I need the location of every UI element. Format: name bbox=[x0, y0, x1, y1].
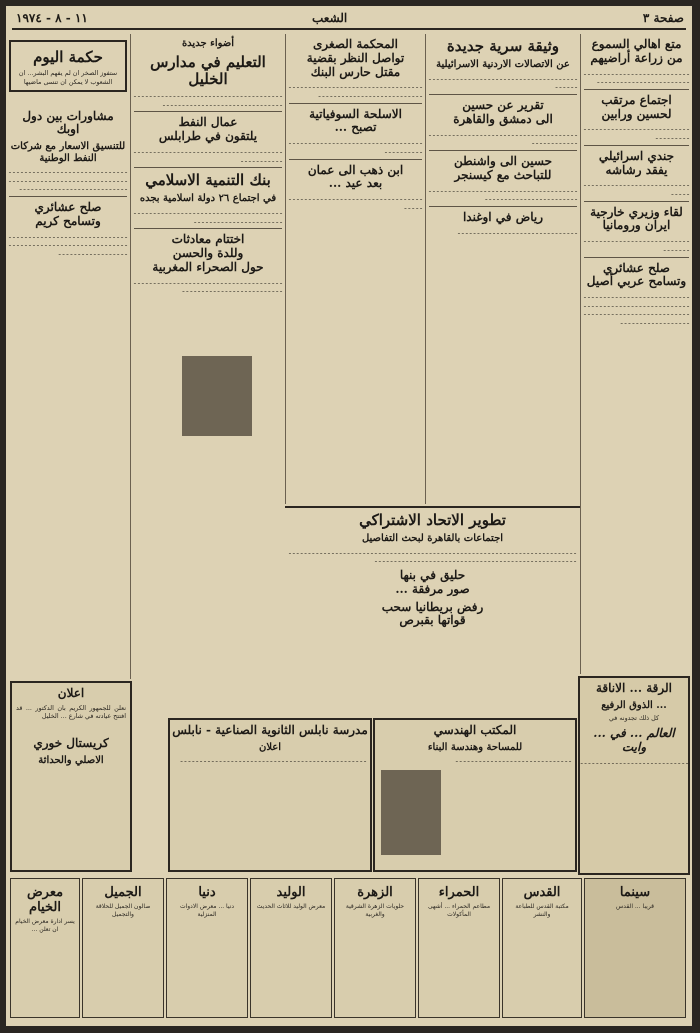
article-4-body: ـ ـ ـ ـ ـ ـ ـ ـ ـ ـ ـ ـ ـ ـ ـ ـ ـ ـ ـ ـ ـ ـ ـ ـ ـ ـ ـ ـ ـ ـ ـ ـ ـ ـ bbox=[584, 236, 689, 253]
headline-col5-1: مشاورات بين دول اوبك bbox=[22, 108, 114, 137]
headline-col5-1-sub: للتنسيق الاسعار مع شركات النفط الوطنية bbox=[10, 141, 126, 164]
bottom-ad-4-title: الوليد bbox=[276, 885, 306, 900]
newspaper-name: الشعب bbox=[312, 11, 348, 25]
article-col4-4-body: ـ ـ ـ ـ ـ ـ ـ ـ ـ ـ ـ ـ ـ ـ ـ ـ ـ ـ ـ ـ ـ ـ ـ ـ ـ ـ ـ ـ ـ ـ ـ ـ ـ ـ ـ ـ ـ ـ ـ ـ ـ ـ ـ ـ ـ ـ ـ ـ ـ ـ ـ ـ ـ ـ ـ ـ ـ ـ ـ ـ ـ ـ ـ ـ bbox=[134, 277, 282, 295]
headline-col4-3: بنك التنمية الاسلامي bbox=[145, 171, 271, 190]
headline-col4-3-sub: في اجتماع ٢٦ دولة اسلامية بجده bbox=[139, 193, 277, 205]
bottom-ad-2-title: الجميل bbox=[104, 885, 142, 900]
portrait-photo bbox=[182, 356, 252, 436]
fashion-ad-body: ـ ـ ـ ـ ـ ـ ـ ـ ـ ـ ـ ـ ـ ـ ـ ـ ـ ـ ـ ـ ـ ـ ـ ـ ـ ـ ـ ـ bbox=[580, 757, 688, 766]
engineer-ad-sub: للمساحة وهندسة البناء bbox=[427, 741, 523, 753]
headline-1: متع اهالي السموع من زراعة أراضيهم bbox=[590, 37, 683, 65]
notice-ad-title: اعلان bbox=[57, 686, 85, 700]
bottom-ad-5 bbox=[334, 878, 416, 1018]
article-3-body: ـ ـ ـ ـ ـ ـ ـ ـ ـ ـ ـ ـ ـ ـ ـ ـ ـ ـ ـ ـ ـ ـ ـ ـ ـ ـ ـ ـ ـ ـ ـ ـ bbox=[584, 180, 689, 197]
article-col5-1-body: ـ ـ ـ ـ ـ ـ ـ ـ ـ ـ ـ ـ ـ ـ ـ ـ ـ ـ ـ ـ ـ ـ ـ ـ ـ ـ ـ ـ ـ ـ ـ ـ ـ ـ ـ ـ ـ ـ ـ ـ ـ ـ ـ ـ ـ ـ ـ ـ ـ ـ ـ ـ ـ ـ ـ ـ ـ ـ ـ ـ ـ ـ ـ ـ ـ ـ ـ ـ ـ ـ ـ ـ ـ ـ ـ ـ ـ ـ ـ ـ ـ ـ ـ ـ ـ ـ ـ ـ bbox=[9, 167, 127, 193]
notice-ad-body: نعلن للجمهور الكريم بان الدكتور ... قد افتتح عيادته في شارع ... الخليل bbox=[16, 703, 126, 721]
fashion-ad-title: الرقة ... الاناقة bbox=[595, 681, 672, 695]
bottom-ad-6 bbox=[418, 878, 500, 1018]
headline-col2-1: وثيقة سرية جديدة bbox=[446, 37, 560, 55]
issue-date: ١١ - ٨ - ١٩٧٤ bbox=[16, 11, 88, 25]
notice-ad bbox=[10, 681, 132, 872]
column-2 bbox=[425, 34, 580, 504]
bottom-ad-7-title: القدس bbox=[523, 885, 561, 900]
headline-col2-3: حسين الى واشنطن للتباحث مع كيسنجر bbox=[453, 153, 552, 182]
wisdom-title: حكمة اليوم bbox=[33, 48, 103, 66]
article-col2-1-body: ـ ـ ـ ـ ـ ـ ـ ـ ـ ـ ـ ـ ـ ـ ـ ـ ـ ـ ـ ـ ـ ـ ـ ـ ـ ـ ـ ـ ـ ـ ـ ـ ـ ـ ـ ـ ـ ـ ـ ـ ـ ـ ـ ـ bbox=[429, 73, 577, 91]
bottom-ad-4-text: معرض الوليد للاثاث الحديث bbox=[256, 903, 326, 910]
bottom-ad-3-title: دنيا bbox=[198, 885, 216, 900]
bottom-ad-3 bbox=[166, 878, 248, 1018]
column-3 bbox=[285, 34, 425, 504]
school-ad-title: مدرسة نابلس الثانوية الصناعية - نابلس bbox=[172, 723, 368, 737]
bottom-ad-5-text: حلويات الزهرة الشرقية والغربية bbox=[345, 903, 405, 919]
headline-col3-1: المحكمة الصغرى تواصل النظر بقضية مقتل حارس البنك bbox=[306, 37, 405, 79]
column-1 bbox=[580, 34, 692, 674]
headline-3: جندي اسرائيلي يفقد رشاشه bbox=[598, 148, 675, 177]
masthead bbox=[12, 10, 686, 30]
engineer-ad bbox=[373, 718, 577, 872]
school-ad bbox=[168, 718, 372, 872]
headline-col2-1-sub: عن الاتصالات الاردنية الاسرائيلية bbox=[436, 59, 570, 71]
bottom-ad-4 bbox=[250, 878, 332, 1018]
bottom-ad-6-text: مطاعم الحمراء ... أشهى المأكولات bbox=[427, 903, 491, 919]
school-ad-sub: اعلان bbox=[258, 741, 282, 753]
headline-col2-2: تقرير عن حسين الى دمشق والقاهرة bbox=[453, 98, 553, 126]
article-col3-2-body: ـ ـ ـ ـ ـ ـ ـ ـ ـ ـ ـ ـ ـ ـ ـ ـ ـ ـ ـ ـ ـ ـ ـ ـ ـ ـ ـ ـ ـ ـ ـ ـ ـ ـ ـ ـ ـ ـ ـ ـ ـ ـ ـ ـ bbox=[289, 138, 422, 155]
headline-5: صلح عشائري وتسامح عربي أصيل bbox=[586, 260, 687, 289]
cinema-ad bbox=[584, 878, 686, 1018]
bottom-ad-3-text: دنيا ... معرض الادوات المنزلية bbox=[179, 903, 235, 919]
crystal-ad-title: كريستال خوري bbox=[33, 736, 109, 751]
cinema-ad-title: سينما bbox=[619, 885, 651, 900]
article-col3-3-body: ـ ـ ـ ـ ـ ـ ـ ـ ـ ـ ـ ـ ـ ـ ـ ـ ـ ـ ـ ـ ـ ـ ـ ـ ـ ـ ـ ـ ـ ـ ـ ـ ـ ـ ـ ـ ـ ـ ـ bbox=[289, 194, 422, 211]
bottom-ad-6-title: الحمراء bbox=[438, 885, 480, 900]
bottom-ad-2 bbox=[82, 878, 164, 1018]
bottom-ad-7 bbox=[502, 878, 582, 1018]
article-col4-3-body: ـ ـ ـ ـ ـ ـ ـ ـ ـ ـ ـ ـ ـ ـ ـ ـ ـ ـ ـ ـ ـ ـ ـ ـ ـ ـ ـ ـ ـ ـ ـ ـ ـ ـ ـ ـ ـ ـ ـ ـ ـ ـ ـ ـ ـ ـ ـ ـ ـ ـ ـ ـ ـ ـ ـ ـ ـ ـ ـ ـ ـ bbox=[134, 207, 282, 225]
article-2-body: ـ ـ ـ ـ ـ ـ ـ ـ ـ ـ ـ ـ ـ ـ ـ ـ ـ ـ ـ ـ ـ ـ ـ ـ ـ ـ ـ ـ ـ ـ ـ ـ ـ ـ ـ ـ bbox=[584, 124, 689, 142]
bottom-ad-5-title: الزهرة bbox=[357, 885, 393, 900]
crystal-ad-sub: الاصلي والحداثة bbox=[38, 754, 104, 766]
headline-col4-4: اختتام معادثات وللدة والحسن حول الصحراء المغربية bbox=[152, 232, 264, 274]
headline-col2-4: رياض في اوغندا bbox=[462, 209, 544, 224]
wide-article bbox=[285, 506, 580, 718]
bottom-ad-2-text: صالون الجميل للحلاقة والتجميل bbox=[95, 903, 151, 919]
wide-article-body: ـ ـ ـ ـ ـ ـ ـ ـ ـ ـ ـ ـ ـ ـ ـ ـ ـ ـ ـ ـ ـ ـ ـ ـ ـ ـ ـ ـ ـ ـ ـ ـ ـ ـ ـ ـ ـ ـ ـ ـ ـ ـ ـ ـ ـ ـ ـ ـ ـ ـ ـ ـ ـ ـ ـ ـ ـ ـ ـ ـ ـ ـ ـ ـ ـ ـ ـ ـ ـ ـ ـ ـ ـ ـ ـ ـ ـ ـ ـ ـ ـ ـ ـ ـ ـ ـ ـ ـ ـ ـ ـ ـ ـ ـ ـ ـ ـ ـ ـ ـ ـ ـ ـ ـ ـ ـ ـ ـ ـ ـ ـ ـ ـ ـ ـ ـ ـ ـ ـ ـ ـ ـ ـ ـ ـ ـ bbox=[289, 547, 576, 565]
engineer-ad-photo bbox=[381, 770, 441, 855]
fashion-ad bbox=[578, 676, 690, 875]
article-col4-2-body: ـ ـ ـ ـ ـ ـ ـ ـ ـ ـ ـ ـ ـ ـ ـ ـ ـ ـ ـ ـ ـ ـ ـ ـ ـ ـ ـ ـ ـ ـ ـ ـ ـ ـ ـ ـ ـ ـ ـ ـ ـ ـ ـ ـ ـ ـ ـ ـ ـ bbox=[134, 146, 282, 164]
wide-headline-3: رفض بريطانيا سحب قواتها بقبرص bbox=[381, 599, 484, 628]
headline-col3-2: الاسلحة السوفياتية تصبح ... bbox=[309, 106, 402, 135]
headline-col3-3: ابن ذهب الى عمان بعد عيد ... bbox=[307, 162, 404, 191]
article-col5-2-body: ـ ـ ـ ـ ـ ـ ـ ـ ـ ـ ـ ـ ـ ـ ـ ـ ـ ـ ـ ـ ـ ـ ـ ـ ـ ـ ـ ـ ـ ـ ـ ـ ـ ـ ـ ـ ـ ـ ـ ـ ـ ـ ـ ـ ـ ـ ـ ـ ـ ـ ـ ـ ـ ـ ـ ـ ـ ـ ـ ـ ـ ـ ـ ـ ـ ـ ـ ـ ـ ـ ـ ـ ـ ـ ـ ـ ـ ـ bbox=[9, 231, 127, 257]
headline-col4-2: عمال النفط يلتقون في طرابلس bbox=[158, 115, 258, 144]
article-col2-3-body: ـ ـ ـ ـ ـ ـ ـ ـ ـ ـ ـ ـ ـ ـ ـ ـ ـ ـ ـ ـ ـ ـ ـ ـ ـ ـ ـ ـ ـ ـ ـ ـ ـ ـ ـ ـ ـ ـ ـ ـ ـ ـ ـ ـ ـ ـ ـ ـ ـ ـ ـ ـ ـ ـ ـ ـ ـ ـ ـ ـ ـ ـ bbox=[429, 185, 577, 203]
wisdom-box bbox=[9, 40, 127, 92]
bottom-ad-1 bbox=[10, 878, 80, 1018]
engineer-ad-title: المكتب الهندسي bbox=[433, 723, 517, 737]
headline-4: لقاء وزيري خارجية ايران ورومانيا bbox=[590, 204, 683, 233]
wide-headline-2: حليق في بنها صور مرفقة ... bbox=[395, 568, 470, 596]
fashion-ad-sub: ... الذوق الرفيع bbox=[601, 699, 667, 711]
column-5 bbox=[6, 34, 130, 674]
cinema-ad-text: قريبا ... القدس bbox=[615, 903, 655, 910]
headline-col4-1: التعليم في مدارس الخليل bbox=[150, 52, 266, 88]
school-ad-body: ـ ـ ـ ـ ـ ـ ـ ـ ـ ـ ـ ـ ـ ـ ـ ـ ـ ـ ـ ـ ـ ـ ـ ـ ـ ـ ـ ـ ـ ـ ـ ـ ـ ـ ـ ـ ـ ـ ـ ـ ـ ـ ـ ـ ـ ـ ـ ـ bbox=[180, 756, 366, 765]
wisdom-text: ستفوز الصخر ان لم يفهم البشر... ان الشعوب لا يمكن ان تنسى ماضيها bbox=[18, 69, 118, 86]
article-col3-1-body: ـ ـ ـ ـ ـ ـ ـ ـ ـ ـ ـ ـ ـ ـ ـ ـ ـ ـ ـ ـ ـ ـ ـ ـ ـ ـ ـ ـ ـ ـ ـ ـ ـ ـ ـ ـ ـ ـ ـ ـ ـ ـ ـ ـ ـ ـ ـ ـ ـ ـ ـ ـ ـ ـ ـ ـ ـ ـ ـ ـ ـ bbox=[289, 82, 422, 100]
article-col2-2-body: ـ ـ ـ ـ ـ ـ ـ ـ ـ ـ ـ ـ ـ ـ ـ ـ ـ ـ ـ ـ ـ ـ ـ ـ ـ ـ ـ ـ ـ ـ ـ ـ ـ ـ ـ ـ ـ ـ ـ ـ ـ ـ ـ ـ ـ ـ ـ ـ ـ ـ bbox=[429, 129, 577, 147]
article-5-body: ـ ـ ـ ـ ـ ـ ـ ـ ـ ـ ـ ـ ـ ـ ـ ـ ـ ـ ـ ـ ـ ـ ـ ـ ـ ـ ـ ـ ـ ـ ـ ـ ـ ـ ـ ـ ـ ـ ـ ـ ـ ـ ـ ـ ـ ـ ـ ـ ـ ـ ـ ـ ـ ـ ـ ـ ـ ـ ـ ـ ـ ـ ـ ـ ـ ـ ـ ـ ـ ـ ـ ـ ـ ـ ـ ـ ـ ـ ـ ـ ـ ـ ـ ـ ـ ـ ـ ـ ـ ـ ـ ـ ـ ـ ـ ـ ـ ـ ـ bbox=[584, 292, 689, 327]
engineer-ad-body: ـ ـ ـ ـ ـ ـ ـ ـ ـ ـ ـ ـ ـ ـ ـ ـ ـ ـ ـ ـ ـ ـ ـ ـ ـ ـ ـ ـ ـ ـ bbox=[455, 756, 571, 765]
wide-headline-sub: اجتماعات بالقاهرة لبحث التفاصيل bbox=[361, 533, 504, 545]
headline-col4-1-kicker: أضواء جديدة bbox=[181, 38, 235, 49]
bottom-ad-7-text: مكتبة القدس للطباعة والنشر bbox=[515, 903, 569, 919]
page-number: صفحة ٣ bbox=[642, 11, 684, 25]
newspaper-page bbox=[6, 6, 692, 1026]
fashion-ad-brand: العالم ... في ... وايت bbox=[593, 725, 675, 754]
article-col4-1-body: ـ ـ ـ ـ ـ ـ ـ ـ ـ ـ ـ ـ ـ ـ ـ ـ ـ ـ ـ ـ ـ ـ ـ ـ ـ ـ ـ ـ ـ ـ ـ ـ ـ ـ ـ ـ ـ ـ ـ ـ ـ ـ ـ ـ ـ ـ ـ ـ ـ ـ ـ ـ ـ ـ ـ ـ ـ ـ ـ ـ ـ ـ ـ ـ ـ ـ ـ ـ ـ bbox=[134, 91, 282, 108]
fashion-ad-text: كل ذلك تجدونه في bbox=[608, 714, 660, 723]
wide-headline: تطوير الاتحاد الاشتراكي bbox=[359, 511, 506, 529]
article-1-body: ـ ـ ـ ـ ـ ـ ـ ـ ـ ـ ـ ـ ـ ـ ـ ـ ـ ـ ـ ـ ـ ـ ـ ـ ـ ـ ـ ـ ـ ـ ـ ـ ـ ـ ـ ـ ـ ـ ـ ـ ـ ـ ـ ـ ـ ـ ـ ـ ـ ـ ـ bbox=[584, 68, 689, 86]
bottom-ad-1-title: معرض الخيام bbox=[26, 885, 64, 915]
headline-2: اجتماع مرتقب لحسين ورابين bbox=[601, 92, 672, 121]
headline-col5-2: صلح عشائري وتسامح كريم bbox=[34, 200, 102, 228]
article-col2-4-body: ـ ـ ـ ـ ـ ـ ـ ـ ـ ـ ـ ـ ـ ـ ـ ـ ـ ـ ـ ـ ـ ـ ـ ـ ـ ـ ـ ـ ـ ـ ـ bbox=[458, 227, 577, 236]
bottom-ad-1-text: يسر ادارة معرض الخيام ان تعلن ... bbox=[15, 918, 75, 934]
